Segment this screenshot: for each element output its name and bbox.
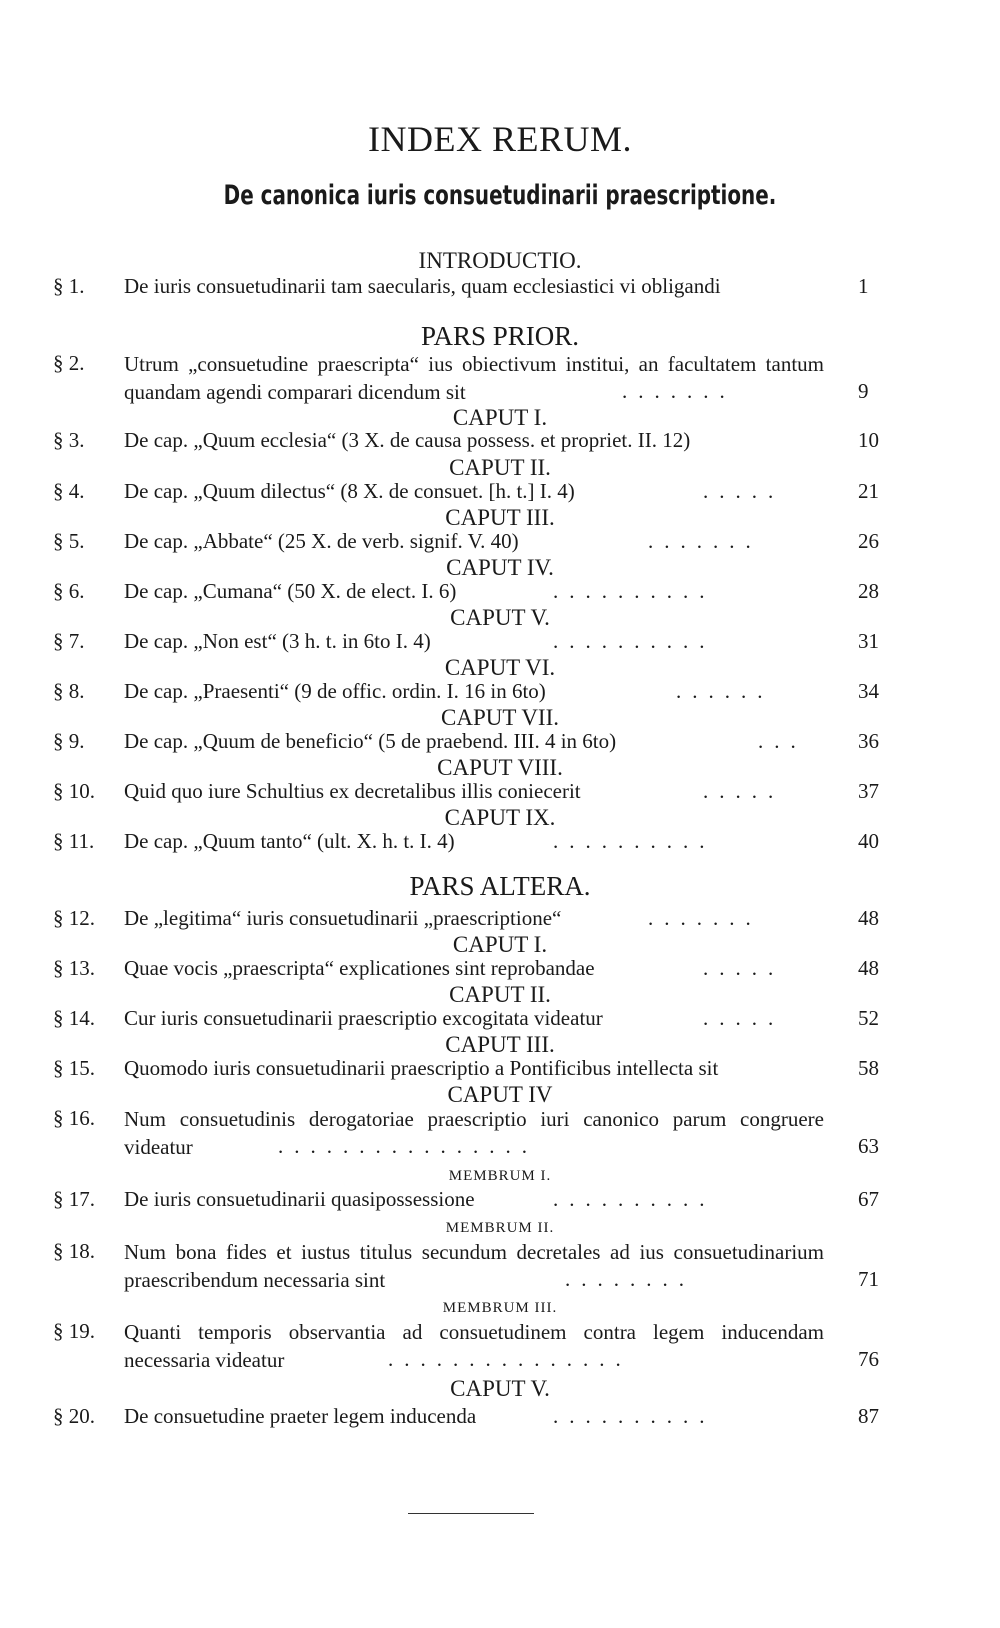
heading-caput: CAPUT V.: [450, 605, 550, 630]
entry-text: Quanti temporis observantia ad consuetudinem contra legem inducendam necessaria videatur: [124, 1320, 824, 1372]
page-number: 40: [858, 829, 879, 853]
leader-dots: ..........: [553, 1187, 716, 1211]
section-number: § 14.: [53, 1006, 95, 1030]
entry-text: De cap. „Praesenti“ (9 de offic. ordin. I. 16 in 6to): [124, 679, 546, 703]
entry-text: De consuetudine praeter legem inducenda: [124, 1404, 477, 1428]
page-number: 10: [858, 428, 879, 452]
page-number: 28: [858, 579, 879, 603]
entry-text: De cap. „Cumana“ (50 X. de elect. I. 6): [124, 579, 457, 603]
section-number: § 20.: [53, 1404, 95, 1428]
section-number: § 5.: [53, 529, 85, 553]
section-number: § 9.: [53, 729, 85, 753]
heading-caput: CAPUT VIII.: [437, 755, 563, 780]
heading-membrum: MEMBRUM II.: [445, 1220, 555, 1236]
page-number: 76: [858, 1347, 879, 1371]
section-number: § 2.: [53, 351, 85, 375]
section-number: § 11.: [53, 829, 95, 853]
heading-membrum: MEMBRUM I.: [448, 1168, 552, 1184]
closing-rule: [408, 1513, 534, 1514]
section-number: § 3.: [53, 428, 85, 452]
leader-dots: .....: [703, 479, 785, 503]
section-number: § 18.: [53, 1239, 95, 1263]
section-number: § 17.: [53, 1187, 95, 1211]
leader-dots: ......: [676, 679, 774, 703]
entry-text: De „legitima“ iuris consuetudinarii „praescriptione“: [124, 906, 562, 930]
section-number: § 13.: [53, 956, 95, 980]
entry-text: Quae vocis „praescripta“ explicationes sint reprobandae: [124, 956, 595, 980]
page-number: 58: [858, 1056, 879, 1080]
entry-text: De iuris consuetudinarii quasipossessione: [124, 1187, 475, 1211]
entry-text: Num consuetudinis derogatoriae praescriptio iuri canonico parum congruere videatur: [124, 1107, 824, 1159]
page-number: 48: [858, 906, 879, 930]
leader-dots: ...............: [388, 1347, 632, 1371]
heading-caput: CAPUT VI.: [444, 655, 556, 680]
leader-dots: ..........: [553, 579, 716, 603]
section-number: § 10.: [53, 779, 95, 803]
page-number: 31: [858, 629, 879, 653]
section-number: § 4.: [53, 479, 85, 503]
entry-text: Quid quo iure Schultius ex decretalibus illis coniecerit: [124, 779, 581, 803]
page-number: 52: [858, 1006, 879, 1030]
index-entry: [0, 1238, 1000, 1294]
page-number: 87: [858, 1404, 879, 1428]
page-number: 34: [858, 679, 879, 703]
leader-dots: ........: [565, 1267, 695, 1291]
heading-caput: CAPUT IX.: [444, 805, 556, 830]
heading-caput: CAPUT III.: [445, 505, 555, 530]
section-number: § 16.: [53, 1106, 95, 1130]
section-number: § 15.: [53, 1056, 95, 1080]
page-number: 21: [858, 479, 879, 503]
leader-dots: .......: [648, 529, 762, 553]
page-number: 37: [858, 779, 879, 803]
page-number: 36: [858, 729, 879, 753]
heading-pars-altera: PARS ALTERA.: [409, 871, 591, 901]
entry-text: De cap. „Quum de beneficio“ (5 de praebend. III. 4 in 6to): [124, 729, 617, 753]
leader-dots: ................: [278, 1134, 538, 1158]
entry-text: Quomodo iuris consuetudinarii praescriptio a Pontificibus intellecta sit: [124, 1056, 719, 1080]
leader-dots: .......: [648, 906, 762, 930]
page-number: 48: [858, 956, 879, 980]
heading-caput: CAPUT I.: [452, 932, 548, 957]
section-number: § 19.: [53, 1319, 95, 1343]
heading-membrum: MEMBRUM III.: [442, 1300, 558, 1316]
section-number: § 7.: [53, 629, 85, 653]
leader-dots: ..........: [553, 629, 716, 653]
heading-pars-prior: PARS PRIOR.: [420, 321, 580, 351]
heading-caput: CAPUT IV.: [446, 555, 554, 580]
leader-dots: ..........: [553, 829, 716, 853]
section-number: § 8.: [53, 679, 85, 703]
leader-dots: .....: [703, 956, 785, 980]
entry-text: De cap. „Abbate“ (25 X. de verb. signif. V. 40): [124, 529, 519, 553]
heading-caput: CAPUT I.: [452, 405, 548, 430]
leader-dots: .....: [703, 779, 785, 803]
heading-introductio: INTRODUCTIO.: [418, 248, 582, 273]
section-number: § 6.: [53, 579, 85, 603]
heading-caput: CAPUT II.: [449, 455, 551, 480]
leader-dots: ...: [758, 729, 807, 753]
heading-caput: CAPUT V.: [450, 1376, 550, 1401]
index-entry: [0, 1105, 1000, 1161]
heading-caput: CAPUT VII.: [441, 705, 559, 730]
page-number: 26: [858, 529, 879, 553]
entry-text: Num bona fides et iustus titulus secundum decretales ad ius consuetudinarium praescribendum necessaria sint: [124, 1240, 824, 1292]
entry-text: De cap. „Quum ecclesia“ (3 X. de causa possess. et propriet. II. 12): [124, 428, 691, 452]
entry-text: De cap. „Non est“ (3 h. t. in 6to I. 4): [124, 629, 431, 653]
index-entry: [0, 1318, 1000, 1374]
page-number: 71: [858, 1267, 879, 1291]
section-number: § 1.: [53, 274, 85, 298]
entry-text: De iuris consuetudinarii tam saecularis, quam ecclesiastici vi obligandi: [124, 274, 721, 298]
heading-caput: CAPUT IV: [447, 1082, 553, 1107]
entry-text: Cur iuris consuetudinarii praescriptio excogitata videatur: [124, 1006, 603, 1030]
entry-text: Utrum „consuetudine praescripta“ ius obiectivum institui, an facultatem tantum quandam agendi comparari dicendum sit: [124, 352, 824, 404]
index-entry: [0, 350, 1000, 402]
section-number: § 12.: [53, 906, 95, 930]
page-subtitle: De canonica iuris consuetudinarii praescriptione.: [223, 180, 777, 211]
leader-dots: .....: [703, 1006, 785, 1030]
entry-text: De cap. „Quum tanto“ (ult. X. h. t. I. 4): [124, 829, 455, 853]
page-number: 9: [858, 379, 869, 403]
leader-dots: .......: [622, 379, 736, 403]
page-number: 1: [858, 274, 869, 298]
entry-text: De cap. „Quum dilectus“ (8 X. de consuet. [h. t.] I. 4): [124, 479, 575, 503]
page-title: INDEX RERUM.: [368, 119, 632, 159]
leader-dots: ..........: [553, 1404, 716, 1428]
heading-caput: CAPUT II.: [449, 982, 551, 1007]
page-number: 67: [858, 1187, 879, 1211]
heading-caput: CAPUT III.: [445, 1032, 555, 1057]
page-number: 63: [858, 1134, 879, 1158]
